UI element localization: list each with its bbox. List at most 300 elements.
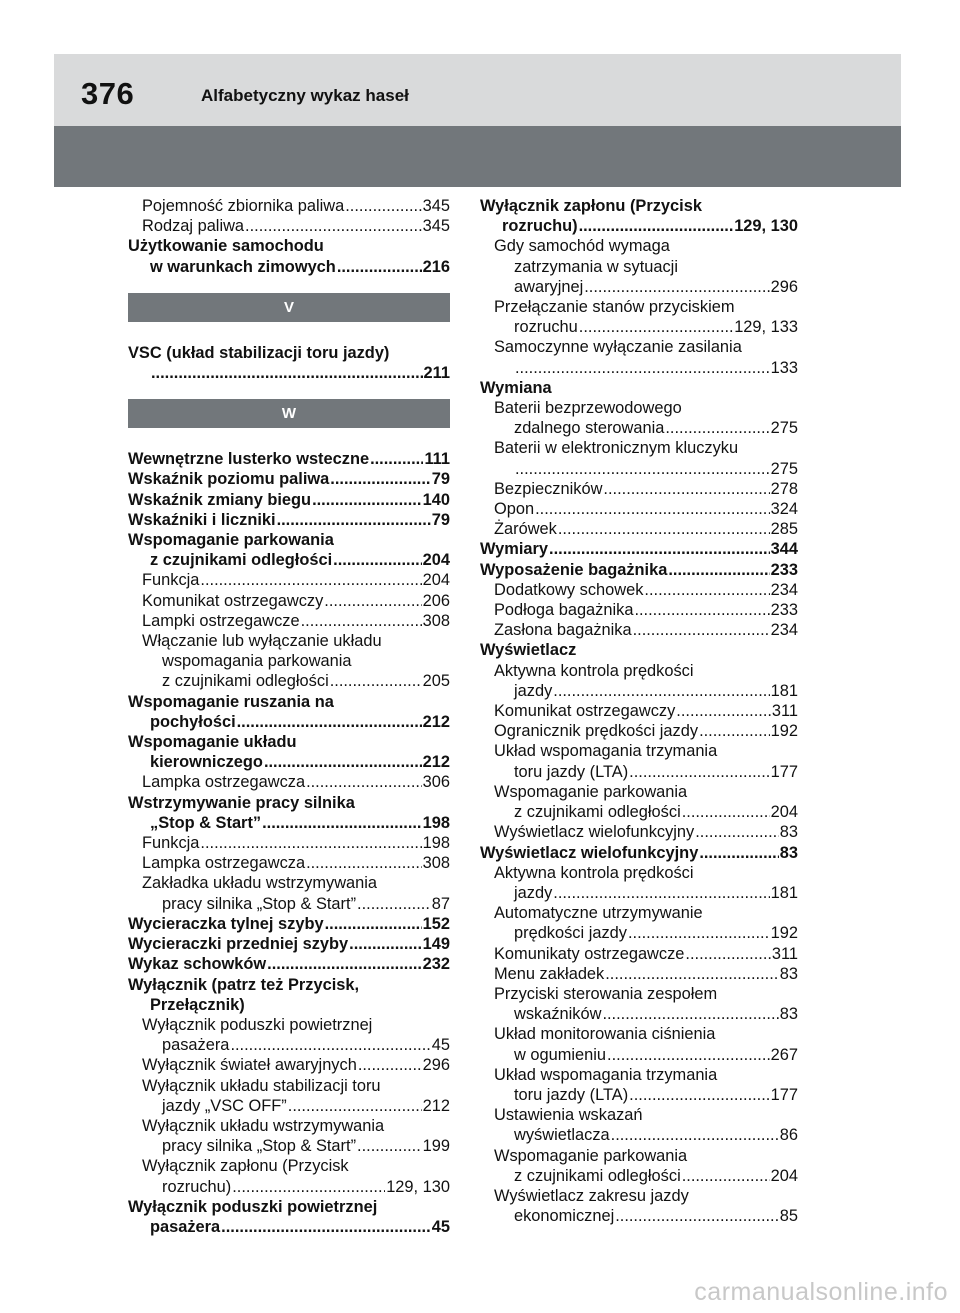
entry-text: Wyłącznik układu wstrzymywania bbox=[142, 1116, 385, 1135]
page-reference: 79 bbox=[431, 510, 450, 529]
index-entry-sub bbox=[480, 782, 798, 802]
index-entry-sub bbox=[480, 1146, 798, 1166]
index-entry-sub bbox=[480, 822, 798, 842]
dot-leader bbox=[325, 914, 422, 934]
entry-text: Użytkowanie samochodu bbox=[128, 237, 324, 256]
index-entry-main bbox=[128, 236, 450, 256]
page-reference: 296 bbox=[770, 277, 798, 296]
dot-leader bbox=[607, 1045, 770, 1065]
dot-leader bbox=[151, 363, 423, 383]
index-entry-main bbox=[128, 732, 450, 752]
section-letter-bar: V bbox=[128, 293, 450, 322]
index-entry-sub bbox=[128, 873, 450, 893]
index-entry-main bbox=[128, 752, 450, 772]
index-entry-main bbox=[480, 196, 798, 216]
entry-text: Przełączanie stanów przyciskiem bbox=[494, 298, 735, 317]
dot-leader bbox=[699, 721, 770, 741]
index-entry-main bbox=[128, 934, 450, 954]
entry-text: jazdy „VSC OFF” bbox=[162, 1096, 287, 1115]
index-entry-sub bbox=[480, 1085, 798, 1105]
page-reference: 204 bbox=[770, 803, 798, 822]
entry-text: Podłoga bagażnika bbox=[494, 601, 634, 620]
index-entry-main bbox=[480, 560, 798, 580]
watermark: carmanualsonline.info bbox=[694, 1278, 948, 1306]
index-entry-sub bbox=[480, 984, 798, 1004]
entry-text: toru jazdy (LTA) bbox=[514, 1085, 629, 1104]
entry-text: Wyświetlacz bbox=[480, 641, 577, 660]
entry-text: Układ wspomagania trzymania bbox=[494, 742, 718, 761]
index-entry-main bbox=[480, 539, 798, 559]
entry-text: „Stop & Start” bbox=[150, 813, 262, 832]
dot-leader bbox=[337, 257, 422, 277]
index-entry-sub bbox=[480, 1105, 798, 1125]
entry-text: wspomagania parkowania bbox=[162, 652, 352, 671]
dot-leader bbox=[629, 762, 769, 782]
index-entry-main bbox=[128, 257, 450, 277]
index-entry-sub bbox=[480, 964, 798, 984]
entry-text: z czujnikami odległości bbox=[150, 551, 333, 570]
entry-text: Funkcja bbox=[142, 834, 200, 853]
page-reference: 204 bbox=[422, 551, 450, 570]
entry-text: Wyświetlacz zakresu jazdy bbox=[494, 1186, 689, 1205]
index-entry-main bbox=[128, 813, 450, 833]
page-reference: 129, 130 bbox=[386, 1177, 450, 1196]
index-entry-sub bbox=[480, 944, 798, 964]
entry-text: pasażera bbox=[162, 1036, 230, 1055]
index-entry-sub bbox=[480, 499, 798, 519]
index-entry-sub bbox=[480, 358, 798, 378]
page-reference: 308 bbox=[422, 854, 450, 873]
dot-leader bbox=[579, 216, 734, 236]
entry-text: Baterii w elektronicznym kluczyku bbox=[494, 439, 739, 458]
page-reference: 83 bbox=[779, 1005, 798, 1024]
page-reference: 129, 130 bbox=[734, 217, 798, 236]
dot-leader bbox=[306, 853, 422, 873]
entry-text: z czujnikami odległości bbox=[514, 803, 681, 822]
dot-leader bbox=[553, 681, 769, 701]
dot-leader bbox=[370, 449, 423, 469]
dot-leader bbox=[615, 1206, 779, 1226]
index-entry-sub bbox=[128, 631, 450, 651]
index-entry-sub bbox=[480, 438, 798, 458]
page-reference: 233 bbox=[770, 601, 798, 620]
dot-leader bbox=[676, 701, 771, 721]
page-reference: 181 bbox=[770, 883, 798, 902]
dot-leader bbox=[629, 1085, 769, 1105]
dot-leader bbox=[665, 418, 769, 438]
dot-leader bbox=[324, 591, 421, 611]
page-reference: 129, 133 bbox=[734, 318, 798, 337]
dot-leader bbox=[605, 964, 779, 984]
dot-leader bbox=[330, 469, 430, 489]
entry-text: Wyłącznik zapłonu (Przycisk bbox=[480, 197, 702, 215]
entry-text: rozruchu) bbox=[162, 1177, 232, 1196]
index-entry-sub bbox=[128, 196, 450, 216]
index-column-left bbox=[128, 196, 450, 1237]
entry-text: VSC (układ stabilizacji toru jazdy) bbox=[128, 343, 390, 362]
index-entry-main bbox=[128, 692, 450, 712]
dot-leader bbox=[232, 1177, 385, 1197]
entry-text: Przyciski sterowania zespołem bbox=[494, 984, 718, 1003]
entry-text: Bezpieczników bbox=[494, 479, 603, 498]
page-reference: 79 bbox=[431, 470, 450, 489]
entry-text: toru jazdy (LTA) bbox=[514, 762, 629, 781]
page-reference: 199 bbox=[422, 1137, 450, 1156]
index-entry-sub bbox=[128, 591, 450, 611]
entry-text: Wycieraczki przedniej szyby bbox=[128, 935, 349, 954]
index-entry-sub bbox=[480, 923, 798, 943]
page-reference: 181 bbox=[770, 681, 798, 700]
page-reference: 45 bbox=[431, 1036, 450, 1055]
page-reference: 45 bbox=[431, 1217, 450, 1236]
entry-text: prędkości jazdy bbox=[514, 924, 627, 943]
page-reference: 85 bbox=[779, 1207, 798, 1226]
dot-leader bbox=[264, 752, 422, 772]
index-entry-sub bbox=[128, 894, 450, 914]
entry-text: Samoczynne wyłączanie zasilania bbox=[494, 338, 742, 357]
page-reference: 278 bbox=[770, 479, 798, 498]
entry-text: rozruchu) bbox=[502, 217, 578, 236]
page-reference: 177 bbox=[770, 1085, 798, 1104]
page-reference: 140 bbox=[422, 490, 450, 509]
index-entry-sub bbox=[480, 317, 798, 337]
entry-text: Wyłącznik świateł awaryjnych bbox=[142, 1056, 357, 1075]
page-reference: 308 bbox=[422, 611, 450, 630]
index-entry-main bbox=[128, 1197, 450, 1217]
index-entry-sub bbox=[480, 802, 798, 822]
dot-leader bbox=[200, 570, 421, 590]
page-reference: 211 bbox=[423, 364, 450, 383]
entry-text: rozruchu bbox=[514, 318, 578, 337]
index-entry-sub bbox=[480, 1166, 798, 1186]
page-reference: 87 bbox=[431, 894, 450, 913]
dot-leader bbox=[349, 934, 421, 954]
dot-leader bbox=[603, 479, 769, 499]
page-reference: 311 bbox=[771, 702, 798, 721]
entry-text: zdalnego sterowania bbox=[514, 419, 665, 438]
page-reference: 275 bbox=[770, 459, 798, 478]
index-entry-sub bbox=[128, 1055, 450, 1075]
entry-text: Komunikat ostrzegawczy bbox=[494, 702, 676, 721]
page-reference: 275 bbox=[770, 419, 798, 438]
page-reference: 285 bbox=[770, 520, 798, 539]
entry-text: Ogranicznik prędkości jazdy bbox=[494, 722, 699, 741]
page-reference: 204 bbox=[770, 1166, 798, 1185]
index-entry-main bbox=[128, 510, 450, 530]
dot-leader bbox=[515, 358, 770, 378]
index-entry-sub bbox=[480, 1065, 798, 1085]
entry-text: ekonomicznej bbox=[514, 1207, 615, 1226]
page-reference: 345 bbox=[422, 217, 450, 236]
section-gap bbox=[128, 428, 450, 449]
entry-text: Wyposażenie bagażnika bbox=[480, 560, 668, 579]
entry-text: wskaźników bbox=[514, 1005, 602, 1024]
page-number: 376 bbox=[81, 76, 135, 111]
page-reference: 192 bbox=[770, 924, 798, 943]
dot-leader bbox=[306, 772, 422, 792]
dot-leader bbox=[312, 490, 422, 510]
page-reference: 133 bbox=[770, 358, 798, 377]
index-entry-sub bbox=[480, 903, 798, 923]
entry-text: Wymiana bbox=[480, 378, 552, 397]
dot-leader bbox=[602, 1004, 778, 1024]
index-entry-sub bbox=[480, 277, 798, 297]
dot-leader bbox=[553, 883, 769, 903]
entry-text: Opon bbox=[494, 500, 535, 519]
entry-text: Wspomaganie parkowania bbox=[128, 531, 334, 550]
header-title: Alfabetyczny wykaz haseł bbox=[201, 86, 409, 105]
section-gap bbox=[128, 383, 450, 399]
dot-leader bbox=[357, 1136, 422, 1156]
entry-text: Aktywna kontrola prędkości bbox=[494, 661, 694, 680]
entry-text: jazdy bbox=[514, 883, 553, 902]
entry-text: w ogumieniu bbox=[514, 1045, 607, 1064]
page-reference: 311 bbox=[771, 944, 798, 963]
index-entry-sub bbox=[480, 741, 798, 761]
index-entry-sub bbox=[480, 580, 798, 600]
index-entry-sub bbox=[128, 1035, 450, 1055]
page-reference: 267 bbox=[770, 1045, 798, 1064]
entry-text: kierowniczego bbox=[150, 753, 263, 772]
entry-text: z czujnikami odległości bbox=[162, 672, 329, 691]
index-entry-sub bbox=[128, 1076, 450, 1096]
entry-text: Wyłącznik zapłonu (Przycisk bbox=[142, 1157, 349, 1176]
entry-text: Wyłącznik poduszki powietrznej bbox=[128, 1197, 378, 1216]
dot-leader bbox=[633, 620, 770, 640]
index-entry-sub bbox=[480, 661, 798, 681]
dot-leader bbox=[267, 954, 421, 974]
index-entry-sub bbox=[480, 297, 798, 317]
page-reference: 205 bbox=[422, 672, 450, 691]
index-entry-sub bbox=[128, 611, 450, 631]
index-entry-main bbox=[128, 550, 450, 570]
page-reference: 234 bbox=[770, 621, 798, 640]
page-reference: 177 bbox=[770, 762, 798, 781]
index-entry-main bbox=[128, 954, 450, 974]
page-reference: 212 bbox=[422, 1096, 450, 1115]
index-entry-sub bbox=[128, 570, 450, 590]
entry-text: Włączanie lub wyłączanie układu bbox=[142, 632, 382, 651]
entry-text: Ustawienia wskazań bbox=[494, 1106, 643, 1125]
index-column-right bbox=[480, 196, 798, 1226]
index-entry-main bbox=[128, 793, 450, 813]
page-header bbox=[54, 54, 901, 126]
dot-leader bbox=[634, 600, 769, 620]
header-band bbox=[54, 126, 901, 187]
dot-leader bbox=[549, 539, 770, 559]
index-entry-sub bbox=[480, 1186, 798, 1206]
section-letter-bar: W bbox=[128, 399, 450, 428]
dot-leader bbox=[682, 1166, 770, 1186]
entry-text: Żarówek bbox=[494, 520, 557, 539]
index-entry-sub bbox=[480, 762, 798, 782]
entry-text: Komunikaty ostrzegawcze bbox=[494, 944, 685, 963]
dot-leader bbox=[685, 944, 770, 964]
entry-text: Gdy samochód wymaga bbox=[494, 237, 670, 256]
page-reference: 198 bbox=[422, 813, 450, 832]
index-entry-sub bbox=[480, 479, 798, 499]
dot-leader bbox=[579, 317, 733, 337]
page-reference: 324 bbox=[770, 500, 798, 519]
index-entry-main bbox=[128, 490, 450, 510]
entry-text: Wspomaganie parkowania bbox=[494, 1146, 688, 1165]
entry-text: Aktywna kontrola prędkości bbox=[494, 863, 694, 882]
entry-text: Lampka ostrzegawcza bbox=[142, 773, 306, 792]
index-entry-main bbox=[480, 216, 798, 236]
page-reference: 232 bbox=[422, 955, 450, 974]
entry-text: Wstrzymywanie pracy silnika bbox=[128, 793, 355, 812]
dot-leader bbox=[628, 923, 770, 943]
index-entry-main bbox=[128, 363, 450, 383]
dot-leader bbox=[584, 277, 769, 297]
dot-leader bbox=[699, 843, 778, 863]
index-entry-sub bbox=[480, 236, 798, 256]
dot-leader bbox=[358, 1055, 422, 1075]
entry-text: Wskaźniki i liczniki bbox=[128, 510, 276, 529]
dot-leader bbox=[668, 560, 769, 580]
index-entry-sub bbox=[480, 418, 798, 438]
page-reference: 204 bbox=[422, 571, 450, 590]
dot-leader bbox=[515, 459, 770, 479]
dot-leader bbox=[682, 802, 770, 822]
dot-leader bbox=[288, 1096, 422, 1116]
index-entry-main bbox=[128, 914, 450, 934]
entry-text: Baterii bezprzewodowego bbox=[494, 399, 682, 418]
entry-text: Wyłącznik układu stabilizacji toru bbox=[142, 1076, 381, 1095]
page-reference: 212 bbox=[422, 753, 450, 772]
entry-text: pracy silnika „Stop & Start” bbox=[162, 1137, 357, 1156]
index-entry-main bbox=[480, 378, 798, 398]
dot-leader bbox=[558, 519, 770, 539]
dot-leader bbox=[644, 580, 769, 600]
entry-text: Wycieraczka tylnej szyby bbox=[128, 914, 324, 933]
entry-text: Wewnętrzne lusterko wsteczne bbox=[128, 450, 370, 469]
dot-leader bbox=[301, 611, 422, 631]
index-entry-sub bbox=[480, 1125, 798, 1145]
index-entry-main bbox=[128, 712, 450, 732]
index-entry-main bbox=[128, 530, 450, 550]
index-entry-sub bbox=[480, 1024, 798, 1044]
entry-text: Menu zakładek bbox=[494, 964, 605, 983]
page-reference: 149 bbox=[422, 935, 450, 954]
index-entry-main bbox=[128, 469, 450, 489]
entry-text: Wskaźnik poziomu paliwa bbox=[128, 470, 330, 489]
index-entry-sub bbox=[480, 1206, 798, 1226]
page-reference: 192 bbox=[770, 722, 798, 741]
index-entry-main bbox=[128, 343, 450, 363]
page-reference: 83 bbox=[779, 843, 798, 862]
section-gap bbox=[128, 322, 450, 343]
index-entry-sub bbox=[480, 519, 798, 539]
entry-text: Wyświetlacz wielofunkcyjny bbox=[480, 843, 699, 862]
dot-leader bbox=[237, 712, 422, 732]
page-reference: 83 bbox=[779, 823, 798, 842]
page-reference: 83 bbox=[779, 964, 798, 983]
entry-text: jazdy bbox=[514, 681, 553, 700]
index-entry-sub bbox=[480, 883, 798, 903]
entry-text: Rodzaj paliwa bbox=[142, 217, 245, 236]
index-entry-sub bbox=[480, 701, 798, 721]
page-reference: 212 bbox=[422, 712, 450, 731]
index-entry-main bbox=[128, 975, 450, 995]
index-entry-sub bbox=[480, 721, 798, 741]
index-entry-sub bbox=[128, 853, 450, 873]
entry-text: Wykaz schowków bbox=[128, 955, 267, 974]
page-reference: 344 bbox=[770, 540, 798, 559]
index-entry-main bbox=[480, 640, 798, 660]
index-entry-sub bbox=[128, 1096, 450, 1116]
index-entry-sub bbox=[128, 1156, 450, 1176]
page-reference: 345 bbox=[422, 197, 450, 215]
entry-text: Wyłącznik poduszki powietrznej bbox=[142, 1015, 373, 1034]
entry-text: Dodatkowy schowek bbox=[494, 580, 644, 599]
page-reference: 234 bbox=[770, 580, 798, 599]
entry-text: Pojemność zbiornika paliwa bbox=[142, 197, 345, 215]
entry-text: Wspomaganie ruszania na bbox=[128, 692, 334, 711]
dot-leader bbox=[345, 196, 421, 216]
entry-text: pasażera bbox=[150, 1217, 221, 1236]
index-entry-sub bbox=[128, 216, 450, 236]
entry-text: Wyświetlacz wielofunkcyjny bbox=[494, 823, 695, 842]
entry-text: Układ monitorowania ciśnienia bbox=[494, 1025, 716, 1044]
entry-text: Komunikat ostrzegawczy bbox=[142, 591, 324, 610]
dot-leader bbox=[221, 1217, 431, 1237]
entry-text: Wspomaganie parkowania bbox=[494, 782, 688, 801]
page-reference: 296 bbox=[422, 1056, 450, 1075]
index-entry-sub bbox=[128, 1116, 450, 1136]
page-reference: 198 bbox=[422, 834, 450, 853]
index-entry-main bbox=[480, 843, 798, 863]
dot-leader bbox=[277, 510, 431, 530]
entry-text: Funkcja bbox=[142, 571, 200, 590]
section-gap bbox=[128, 277, 450, 293]
index-entry-main bbox=[128, 1217, 450, 1237]
dot-leader bbox=[230, 1035, 430, 1055]
index-entry-main bbox=[128, 449, 450, 469]
index-entry-sub bbox=[480, 398, 798, 418]
entry-text: z czujnikami odległości bbox=[514, 1166, 681, 1185]
dot-leader bbox=[611, 1125, 779, 1145]
dot-leader bbox=[245, 216, 422, 236]
index-entry-main bbox=[128, 995, 450, 1015]
dot-leader bbox=[695, 822, 779, 842]
index-entry-sub bbox=[480, 681, 798, 701]
dot-leader bbox=[357, 894, 431, 914]
dot-leader bbox=[333, 550, 421, 570]
index-entry-sub bbox=[480, 257, 798, 277]
entry-text: Układ wspomagania trzymania bbox=[494, 1065, 718, 1084]
entry-text: awaryjnej bbox=[514, 277, 584, 296]
index-entry-sub bbox=[480, 337, 798, 357]
dot-leader bbox=[200, 833, 421, 853]
dot-leader bbox=[330, 671, 422, 691]
entry-text: Lampka ostrzegawcza bbox=[142, 854, 306, 873]
index-entry-sub bbox=[480, 1004, 798, 1024]
entry-text: zatrzymania w sytuacji bbox=[514, 257, 678, 276]
entry-text: Wspomaganie układu bbox=[128, 733, 297, 752]
entry-text: pochyłości bbox=[150, 712, 236, 731]
index-entry-sub bbox=[480, 459, 798, 479]
index-entry-sub bbox=[128, 1177, 450, 1197]
page-reference: 111 bbox=[424, 450, 450, 469]
index-entry-sub bbox=[128, 1015, 450, 1035]
entry-text: Zasłona bagażnika bbox=[494, 621, 632, 640]
index-entry-sub bbox=[480, 1045, 798, 1065]
index-entry-sub bbox=[480, 620, 798, 640]
entry-text: Automatyczne utrzymywanie bbox=[494, 904, 703, 923]
entry-text: Wskaźnik zmiany biegu bbox=[128, 490, 312, 509]
index-entry-sub bbox=[128, 772, 450, 792]
